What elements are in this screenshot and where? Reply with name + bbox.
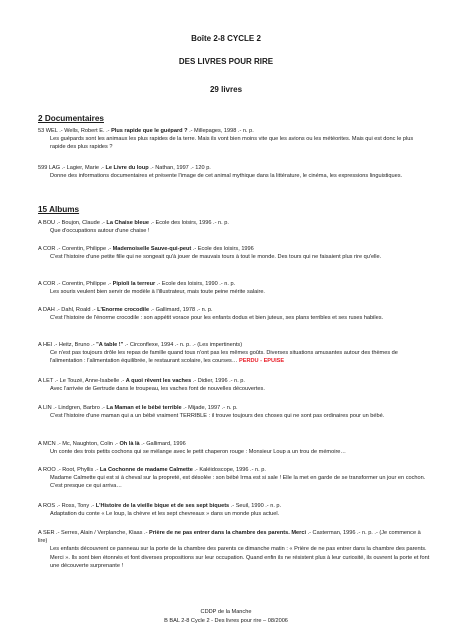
entry-description: Madame Calmette qui est si à cheval sur la propreté, est désolée : son bébé Irma est si sale ! Elle la met en garde de se transformer un jour en cochon. C'est presque ce qui arriva… xyxy=(50,475,426,490)
section-albums: 15 Albums xyxy=(38,205,80,214)
entry-reference: A BOU .- Boujon, Claude .- La Chaise bleue .- Ecole des loisirs, 1996 .- n. p. xyxy=(38,220,229,226)
entry-description: Les guépards sont les animaux les plus rapides de la terre. Mais ils vont bien moins vite que les avions ou les météorites. Mais qui est donc le plus rapide des plus rapides ? xyxy=(50,136,414,151)
entry-description: C'est l'histoire de l'énorme crocodile : son appétit vorace pour les enfants dodus et bien juteux, ses plans terribles et ses ruses habiles. xyxy=(50,315,384,322)
book-entry xyxy=(38,306,430,322)
entry-title: La Chaise bleue xyxy=(106,220,149,226)
entry-reference: A COR .- Corentin, Philippe .- Pipioli la terreur .- Ecole des loisirs, 1990 .- n. p. xyxy=(38,281,236,287)
section-documentaires: 2 Documentaires xyxy=(38,114,104,123)
entry-reference: A HEI .- Heitz, Bruno .- "A table !" .- Circonflexe, 1994 .- n. p. .- (Les impertinents) xyxy=(38,342,243,348)
entry-reference: 53 WEL .- Wells, Robert E. .- Plus rapide que le guépard ? .- Millepages, 1998 .- n. p. xyxy=(38,128,254,134)
entry-title: La Maman et le bébé terrible xyxy=(106,405,182,411)
book-entry xyxy=(38,219,430,235)
entry-reference: A ROO .- Root, Phyllis .- La Cochonne de madame Calmette .- Kaléidoscope, 1996 .- n. p. xyxy=(38,467,266,473)
entry-title: L'Histoire de la vieille bique et de ses sept biquets xyxy=(95,503,230,509)
book-entry xyxy=(38,127,430,152)
entry-description: Adaptation du conte « Le loup, la chèvre et les sept chevreaux » dans un monde plus actuel. xyxy=(50,511,280,518)
entry-reference: A MCN .- Mc, Naughton, Colin .- Oh là là .- Gallimard, 1996 xyxy=(38,441,186,447)
book-entry xyxy=(38,404,430,420)
entry-description: Que d'occupations autour d'une chaise ! xyxy=(50,228,150,235)
entry-description: C'est l'histoire d'une petite fille qui ne songeait qu'à jouer de mauvais tours à tout le monde. Des tours qui ne faisaient plus rire qu'elle. xyxy=(50,254,382,261)
document-title: DES LIVRES POUR RIRE xyxy=(178,57,274,66)
book-entry xyxy=(38,502,430,518)
entry-title: "A table !" xyxy=(96,342,124,348)
entry-description: Ce n'est pas toujours drôle les repas de famille quand tous n'ont pas les mêmes goûts. Diverses situations amusantes autour des thèmes de l'alimentation : l'alimentation équilibrée, le restaurant scolaire, les courses… PERDU - EPUISE xyxy=(50,350,398,365)
entry-reference: A ROS .- Ross, Tony .- L'Histoire de la vieille bique et de ses sept biquets .- Seuil, 1990 .- n. p. xyxy=(38,503,282,509)
book-entry xyxy=(38,280,430,296)
entry-reference: A LET .- Le Touzé, Anne-Isabelle .- A quoi rêvent les vaches .- Didier, 1996 .- n. p. xyxy=(38,378,245,384)
entry-title: La Cochonne de madame Calmette xyxy=(99,467,193,473)
entry-title: Prière de ne pas entrer dans la chambre des parents. Merci xyxy=(149,530,307,536)
book-entry xyxy=(38,164,430,180)
book-entry xyxy=(38,466,430,491)
entry-title: A quoi rêvent les vaches xyxy=(125,378,192,384)
status-label: PERDU - EPUISE xyxy=(239,358,285,365)
entry-description: Un conte des trois petits cochons qui se mélange avec le petit chaperon rouge : Monsieur Loup a un trou de mémoire… xyxy=(50,449,347,456)
entry-reference: A DAH .- Dahl, Roald .- L'Enorme crocodile .- Gallimard, 1978 .- n. p. xyxy=(38,307,213,313)
entry-description: Avec l'arrivée de Gertrude dans le troupeau, les vaches font de nouvelles découvertes. xyxy=(50,386,265,393)
entry-reference: A COR .- Corentin, Philippe .- Mademoiselle Sauve-qui-peut .- Ecole des loisirs, 1996 xyxy=(38,246,254,252)
book-entry xyxy=(38,341,430,366)
footer-reference: B BAL 2-8 Cycle 2 - Des livres pour rire – 08/2006 xyxy=(164,618,288,624)
entry-title: Oh là là xyxy=(119,441,140,447)
entry-title: Plus rapide que le guépard ? xyxy=(111,128,188,134)
entry-title: Le Livre du loup xyxy=(105,165,149,171)
book-entry xyxy=(38,440,430,456)
entry-title: L'Enorme crocodile xyxy=(97,307,150,313)
book-entry xyxy=(38,377,430,393)
entry-description: Donne des informations documentaires et présente l'image de cet animal mythique dans la littérature, le cinéma, les expressions linguistiques. xyxy=(50,173,403,180)
book-entry xyxy=(38,529,430,570)
entry-description: Les enfants découvrent ce panneau sur la porte de la chambre des parents ce dimanche matin : « Prière de ne pas entrer dans la chambre des parents. Merci ». Ils sont bien étonnés et font diverses propositions sur leur occupation. Quand enfin ils ne résistent plus à leur curiosité, ils ouvrent la porte et font une découverte surprenante ! xyxy=(50,546,430,569)
entry-reference: A SER .- Serres, Alain / Verplanche, Klaas .- Prière de ne pas entrer dans la chambre des parents. Merci .- Casterman, 1996 .- n. p. .- (Je commence à lire) xyxy=(38,530,421,545)
entry-reference: 599 LAG .- Lagier, Marie .- Le Livre du loup .- Nathan, 1997 .- 120 p. xyxy=(38,165,211,171)
book-count: 29 livres xyxy=(209,85,243,94)
entry-description: Les souris veulent bien servir de modèle à l'illustrateur, mais toute peine mérite salaire. xyxy=(50,289,265,296)
book-entry xyxy=(38,245,430,261)
entry-reference: A LIN .- Lindgren, Barbro .- La Maman et le bébé terrible .- Mijade, 1997 .- n. p. xyxy=(38,405,238,411)
entry-title: Pipioli la terreur xyxy=(112,281,156,287)
entry-title: Mademoiselle Sauve-qui-peut xyxy=(112,246,192,252)
box-label: Boîte 2-8 CYCLE 2 xyxy=(191,34,261,43)
footer-organization: CDDP de la Manche xyxy=(200,609,252,615)
entry-description: C'est l'histoire d'une maman qui a un bébé vraiment TERRIBLE : il trouve toujours des choses qui ne sont pas ordinaires pour un bébé. xyxy=(50,413,385,420)
